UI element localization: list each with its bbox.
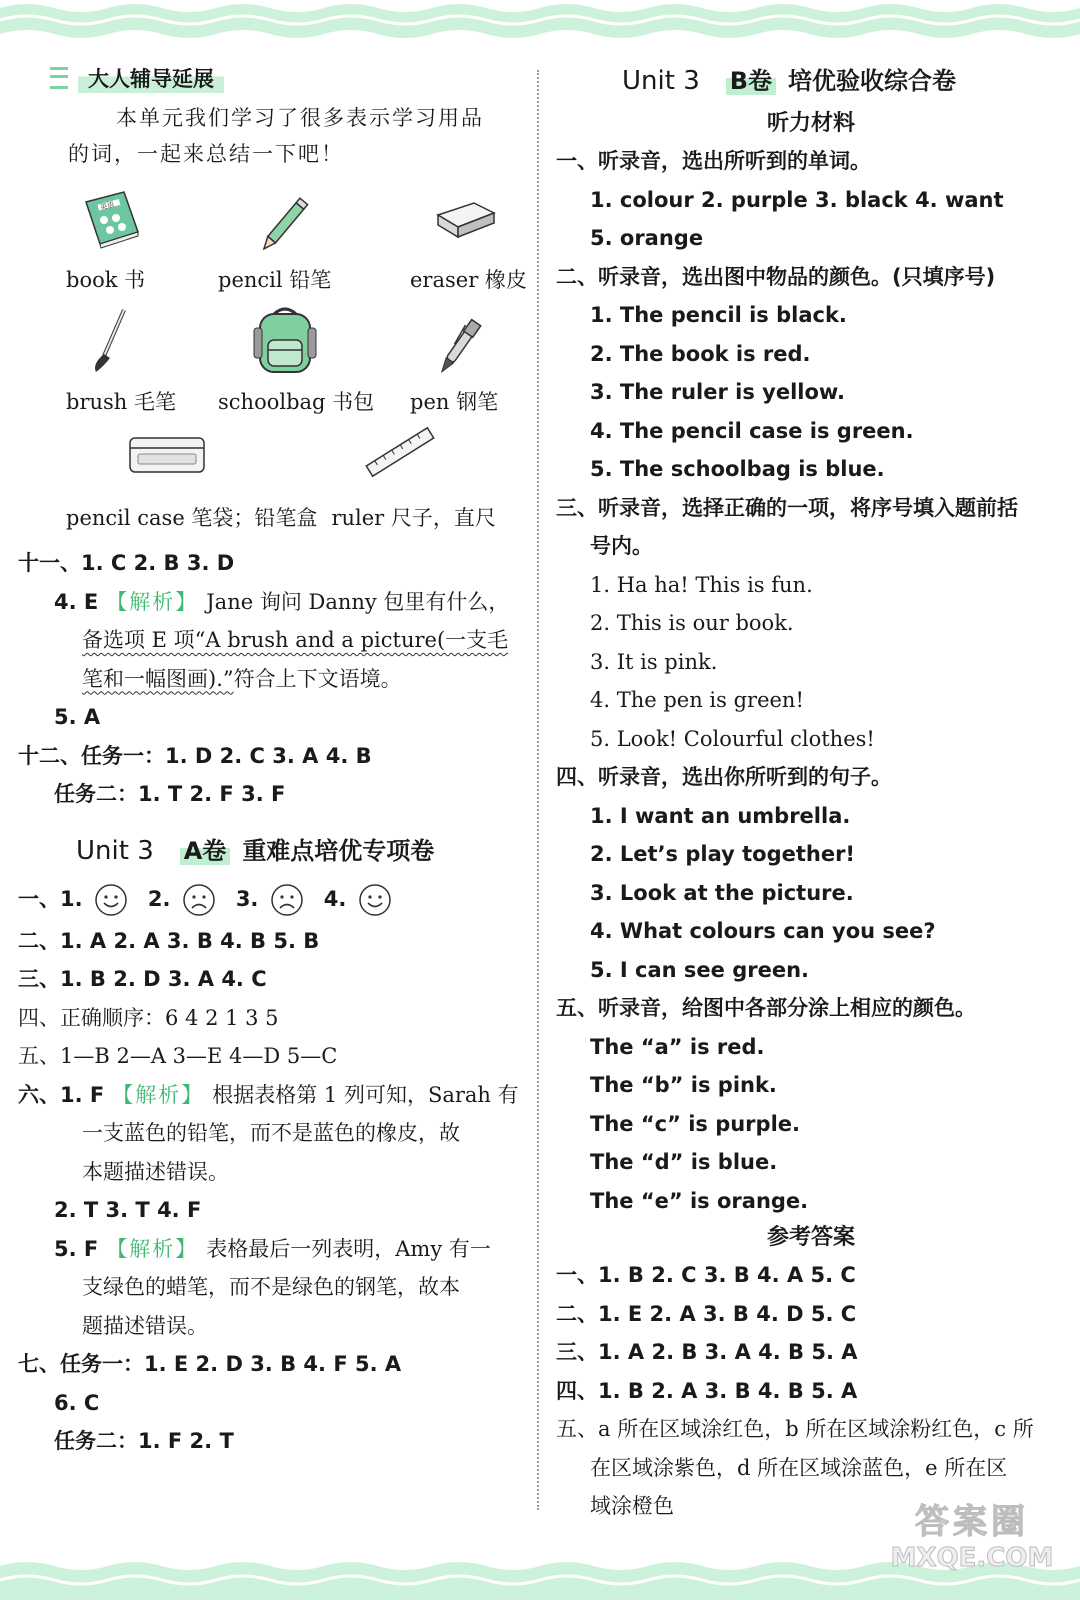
answer-a6-2-4: 2. T 3. T 4. F	[54, 1198, 202, 1222]
parent-guide-heading	[50, 58, 528, 98]
sad-face-icon	[182, 883, 216, 917]
listening-q5: 五、听录音，给图中各部分涂上相应的颜色。	[556, 996, 976, 1020]
listening-q2-item: 2. The book is red.	[590, 341, 811, 366]
reference-answer-5-line-1: 五、a 所在区域涂红色，b 所在区域涂粉红色，c 所	[556, 1417, 1034, 1441]
listening-q3-item: 4. The pen is green!	[590, 688, 804, 712]
answer-11-4-line-c	[18, 660, 528, 699]
listening-q3-line-1: 三、听录音，选择正确的一项，将序号填入题前括	[556, 495, 1018, 520]
watermark-line-2: MXQE.COM	[890, 1543, 1054, 1573]
answer-a7-task-1: 七、任务一：1. E 2. D 3. B 4. F 5. A	[18, 1352, 402, 1376]
item-schoolbag	[218, 300, 398, 422]
ruler-icon	[362, 422, 438, 482]
intro-line-2: 的词，一起来总结一下吧！	[68, 142, 344, 166]
analysis-tag: 【解析】	[112, 1082, 205, 1107]
listening-q4-item: 5. I can see green.	[590, 957, 810, 982]
answer-a1-num-4: 4.	[323, 886, 347, 911]
listening-q5-item: The “a” is red.	[590, 1034, 765, 1059]
reference-answer-5-line-3: 域涂橙色	[590, 1494, 674, 1518]
stationery-grid	[66, 178, 528, 422]
answer-a6-5-text-b: 支绿色的蜡笔，而不是绿色的钢笔，故本	[82, 1275, 460, 1299]
unit-b-unit: Unit 3	[622, 66, 700, 96]
listening-q3-line-2: 号内。	[590, 534, 653, 558]
intro-text	[68, 100, 528, 172]
listening-q4-item: 4. What colours can you see?	[590, 919, 936, 943]
unit-a-heading	[76, 826, 528, 876]
item-ruler	[362, 422, 438, 486]
watermark-line-1: 答案圈	[915, 1502, 1029, 1542]
answer-a6-1	[18, 1076, 528, 1115]
parent-guide-title: 大人辅导延展	[78, 63, 224, 93]
answer-a6-5-text-c: 题描述错误。	[82, 1313, 208, 1338]
smiley-face-icon	[94, 883, 128, 917]
item-label-ruler: ruler 尺子，直尺	[331, 506, 496, 530]
answer-11-4	[18, 583, 528, 622]
listening-q5-item: The “b” is pink.	[590, 1073, 777, 1097]
answer-a7-task-2: 任务二：1. F 2. T	[54, 1429, 234, 1453]
pen-icon	[432, 306, 496, 376]
eraser-icon	[434, 195, 498, 243]
stationery-row-3	[66, 422, 528, 544]
answer-a1-num-2: 2.	[147, 886, 171, 911]
schoolbag-icon	[252, 304, 318, 378]
listening-q3-item: 3. It is pink.	[590, 649, 718, 674]
answer-11-4-text-a: Jane 询问 Danny 包里有什么，	[206, 589, 510, 614]
answer-11-line-1: 十一、1. C 2. B 3. D	[18, 551, 235, 575]
listening-q4-item: 2. Let’s play together!	[590, 842, 856, 866]
item-brush	[66, 300, 206, 422]
listening-q5-item: The “e” is orange.	[590, 1188, 809, 1213]
sad-face-icon	[270, 883, 304, 917]
analysis-tag: 【解析】	[106, 1236, 199, 1261]
item-book	[66, 178, 206, 300]
answer-a3: 三、1. B 2. D 3. A 4. C	[18, 967, 267, 991]
listening-q4-item: 3. Look at the picture.	[590, 880, 854, 905]
answer-a6-1-num: 六、1. F	[18, 1082, 105, 1107]
pencil-case-icon	[128, 434, 206, 476]
reference-answer-5-line-2: 在区域涂紫色，d 所在区域涂蓝色，e 所在区	[590, 1455, 1008, 1480]
item-label-book: book 书	[66, 268, 146, 292]
listening-q1-line-2: 5. orange	[590, 226, 704, 250]
answer-11-4-text-c: 笔和一幅图画).”	[82, 666, 234, 691]
item-label-pencil: pencil 铅笔	[218, 268, 332, 292]
brush-icon	[88, 306, 132, 376]
reference-answer-1: 一、1. B 2. C 3. B 4. A 5. C	[556, 1263, 856, 1287]
smiley-face-icon	[358, 883, 392, 917]
answer-12-task-2: 任务二：1. T 2. F 3. F	[54, 782, 286, 806]
book-cover-text: 英语	[99, 200, 116, 212]
answer-a7-6: 6. C	[54, 1390, 100, 1415]
answer-a1-num-3: 3.	[235, 886, 259, 911]
reference-answer-4: 四、1. B 2. A 3. B 4. B 5. A	[556, 1378, 858, 1403]
answer-a2: 二、1. A 2. A 3. B 4. B 5. B	[18, 928, 320, 953]
heading-bars-icon	[50, 67, 68, 89]
item-pen	[410, 300, 560, 422]
listening-q4: 四、听录音，选出你所听到的句子。	[556, 765, 892, 789]
item-eraser	[410, 178, 560, 300]
item-pencil	[218, 178, 398, 300]
listening-q4-item: 1. I want an umbrella.	[590, 803, 851, 828]
item-label-pencil-case: pencil case 笔袋；铅笔盒	[66, 506, 318, 530]
answer-11-5: 5. A	[54, 705, 101, 729]
intro-line-1: 本单元我们学习了很多表示学习用品	[116, 106, 484, 130]
answer-a6-1-text-b: 一支蓝色的铅笔，而不是蓝色的橡皮，故	[82, 1121, 460, 1145]
listening-q3-item: 5. Look! Colourful clothes!	[590, 726, 875, 751]
reference-answers-title: 参考答案	[766, 1225, 855, 1250]
answer-11-4-num: 4. E	[54, 589, 99, 614]
listening-q3-item: 2. This is our book.	[590, 611, 794, 635]
analysis-tag: 【解析】	[106, 589, 199, 614]
item-label-row3	[66, 498, 496, 538]
listening-q1: 一、听录音，选出所听到的单词。	[556, 149, 871, 173]
reference-answer-3: 三、1. A 2. B 3. A 4. B 5. A	[556, 1340, 858, 1364]
item-label-pen: pen 钢笔	[410, 390, 499, 414]
left-column	[18, 58, 528, 1461]
listening-q1-line-1: 1. colour 2. purple 3. black 4. want	[590, 187, 1004, 212]
listening-material-title: 听力材料	[766, 111, 855, 136]
answer-11-4-line-b	[18, 621, 528, 660]
item-label-schoolbag: schoolbag 书包	[218, 390, 375, 414]
answer-a6-5-num: 5. F	[54, 1236, 99, 1261]
item-label-eraser: eraser 橡皮	[410, 268, 527, 292]
unit-a-title: 重难点培优专项卷	[242, 836, 435, 865]
item-label-brush: brush 毛笔	[66, 390, 176, 414]
unit-b-title: 培优验收综合卷	[788, 67, 957, 95]
answer-12-task-1: 十二、任务一：1. D 2. C 3. A 4. B	[18, 743, 372, 768]
answer-a6-5	[18, 1230, 528, 1269]
answer-11-4-text-b: 备选项 E 项“A brush and a picture(一支毛	[82, 628, 509, 652]
answer-a6-1-text-a: 根据表格第 1 列可知，Sarah 有	[212, 1082, 519, 1107]
book-icon	[80, 188, 144, 250]
top-wave-border	[0, 0, 1080, 44]
listening-q5-item: The “d” is blue.	[590, 1150, 778, 1174]
answer-a5: 五、1—B 2—A 3—E 4—D 5—C	[18, 1044, 338, 1068]
unit-b-volume: B卷	[726, 67, 776, 95]
listening-q2: 二、听录音，选出图中物品的颜色。(只填序号)	[556, 264, 996, 289]
listening-q2-item: 1. The pencil is black.	[590, 303, 847, 327]
answer-a1	[18, 876, 528, 922]
answer-a6-1-text-c: 本题描述错误。	[82, 1159, 229, 1184]
watermark	[882, 1494, 1062, 1578]
unit-a-volume: A卷	[180, 837, 231, 865]
item-pencil-case	[128, 434, 206, 480]
unit-b-heading	[622, 56, 1066, 106]
listening-q5-item: The “c” is purple.	[590, 1111, 800, 1136]
listening-q2-item: 5. The schoolbag is blue.	[590, 457, 885, 481]
reference-answer-2: 二、1. E 2. A 3. B 4. D 5. C	[556, 1301, 857, 1326]
listening-q2-item: 3. The ruler is yellow.	[590, 380, 845, 404]
answer-a4: 四、正确顺序：6 4 2 1 3 5	[18, 1005, 279, 1030]
answer-a6-5-text-a: 表格最后一列表明，Amy 有一	[206, 1236, 491, 1261]
answer-11-4-text-c2: 符合上下文语境。	[233, 666, 402, 691]
answer-a1-label: 一、1.	[18, 886, 83, 911]
right-column	[556, 58, 1066, 1526]
pencil-icon	[258, 188, 320, 250]
listening-q3-item: 1. Ha ha! This is fun.	[590, 572, 813, 597]
unit-a-unit: Unit 3	[76, 835, 154, 866]
listening-q2-item: 4. The pencil case is green.	[590, 418, 914, 443]
